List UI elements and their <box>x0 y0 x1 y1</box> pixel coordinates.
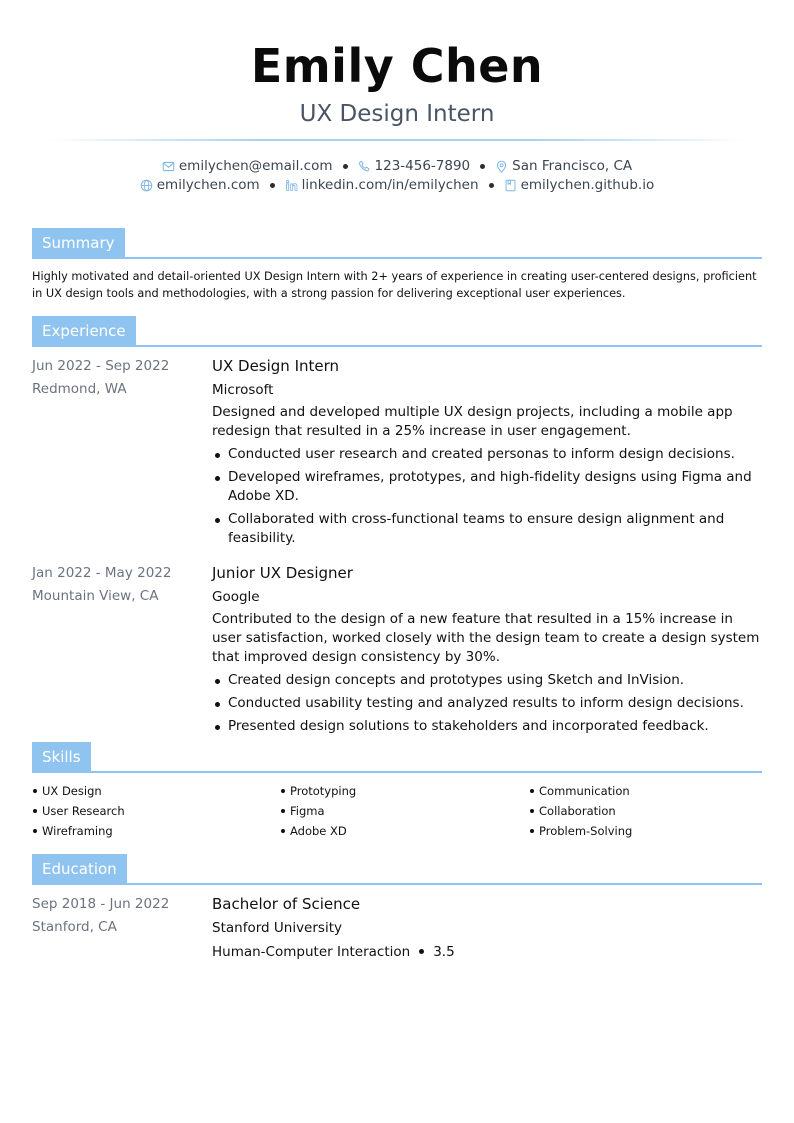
education-entry <box>32 893 762 964</box>
contact-row-2 <box>0 176 794 195</box>
header-divider <box>47 139 747 141</box>
location-pin-icon <box>495 160 508 173</box>
phone-contact[interactable] <box>358 157 471 176</box>
entry-meta <box>32 562 212 740</box>
linkedin-contact[interactable] <box>285 176 479 195</box>
education-heading-bar <box>32 854 762 886</box>
separator-dot <box>480 164 485 169</box>
section-heading: Education <box>32 854 127 885</box>
separator-dot <box>419 949 424 954</box>
website-text: emilychen.com <box>156 177 260 193</box>
skill-item: Problem-Solving <box>529 821 762 841</box>
achievement-list <box>212 445 762 548</box>
mail-icon <box>162 160 175 173</box>
separator-dot <box>343 164 348 169</box>
entry-dates: Jan 2022 - May 2022 <box>32 565 172 581</box>
list-item: Conducted user research and created personas to inform design decisions. <box>212 445 762 464</box>
job-title: Junior UX Designer <box>212 564 353 582</box>
gpa-value: 3.5 <box>433 944 455 960</box>
location-contact <box>495 157 632 176</box>
experience-section <box>32 316 762 740</box>
summary-section <box>32 228 762 302</box>
entry-details <box>212 355 762 552</box>
skill-item: Prototyping <box>280 781 529 801</box>
linkedin-text: linkedin.com/in/emilychen <box>301 177 479 193</box>
entry-details <box>212 893 762 964</box>
section-rule <box>32 345 762 347</box>
list-item: Developed wireframes, prototypes, and high-fidelity designs using Figma and Adobe XD. <box>212 468 762 506</box>
resume-header <box>0 0 794 195</box>
linkedin-icon <box>285 179 298 192</box>
separator-dot <box>489 183 494 188</box>
job-description: Designed and developed multiple UX design projects, including a mobile app redesign that resulted in a 25% increase in user engagement. <box>212 404 733 439</box>
entry-details <box>212 562 762 740</box>
list-item: Presented design solutions to stakeholders and incorporated feedback. <box>212 717 762 736</box>
portfolio-text: emilychen.github.io <box>520 177 655 193</box>
list-item: Conducted usability testing and analyzed results to inform design decisions. <box>212 694 762 713</box>
job-title: UX Design Intern <box>212 357 340 375</box>
location-text: San Francisco, CA <box>512 158 633 174</box>
school-name: Stanford University <box>212 920 342 936</box>
entry-location: Stanford, CA <box>32 919 117 935</box>
entry-dates: Jun 2022 - Sep 2022 <box>32 358 170 374</box>
experience-entry <box>32 562 762 740</box>
entry-dates: Sep 2018 - Jun 2022 <box>32 896 170 912</box>
section-rule <box>32 771 762 773</box>
entry-meta <box>32 893 212 964</box>
portfolio-contact[interactable] <box>504 176 655 195</box>
skill-item: Collaboration <box>529 801 762 821</box>
candidate-name: Emily Chen <box>250 39 544 93</box>
field-of-study: Human-Computer Interaction <box>212 944 411 960</box>
job-description: Contributed to the design of a new feature that resulted in a 15% increase in user satisfaction, worked closely with the design team to create a design system that improved design consistency by 30%. <box>212 611 760 665</box>
phone-icon <box>358 160 371 173</box>
list-item: Collaborated with cross-functional teams to ensure design alignment and feasibility. <box>212 510 762 548</box>
globe-icon <box>140 179 153 192</box>
section-heading: Skills <box>32 742 91 773</box>
skills-grid <box>32 781 762 841</box>
skill-item: UX Design <box>32 781 280 801</box>
phone-text: 123-456-7890 <box>374 158 471 174</box>
summary-text: Highly motivated and detail-oriented UX Design Intern with 2+ years of experience in creating user-centered designs, proficient in UX design tools and methodologies, with a strong passion for delivering exceptional user experiences. <box>32 270 757 300</box>
portfolio-icon <box>504 179 517 192</box>
skill-item: Adobe XD <box>280 821 529 841</box>
skill-item: User Research <box>32 801 280 821</box>
website-contact[interactable] <box>140 176 260 195</box>
company-name: Microsoft <box>212 382 274 398</box>
section-heading: Experience <box>32 316 136 347</box>
education-section <box>32 854 762 964</box>
section-heading: Summary <box>32 228 125 259</box>
skills-heading-bar <box>32 742 762 774</box>
section-rule <box>32 257 762 259</box>
degree-title: Bachelor of Science <box>212 895 361 913</box>
summary-heading-bar <box>32 228 762 260</box>
experience-heading-bar <box>32 316 762 348</box>
list-item: Created design concepts and prototypes using Sketch and InVision. <box>212 671 762 690</box>
skill-item: Figma <box>280 801 529 821</box>
email-text: emilychen@email.com <box>178 158 333 174</box>
separator-dot <box>270 183 275 188</box>
contact-row-1 <box>0 157 794 176</box>
email-contact[interactable] <box>162 157 333 176</box>
contact-info <box>0 157 794 195</box>
entry-location: Mountain View, CA <box>32 588 159 604</box>
candidate-title: UX Design Intern <box>299 101 495 127</box>
experience-entry <box>32 355 762 552</box>
skill-item: Communication <box>529 781 762 801</box>
section-rule <box>32 883 762 885</box>
achievement-list <box>212 671 762 736</box>
skills-section <box>32 742 762 841</box>
skill-item: Wireframing <box>32 821 280 841</box>
entry-meta <box>32 355 212 552</box>
entry-location: Redmond, WA <box>32 381 127 397</box>
field-and-gpa <box>212 941 762 964</box>
company-name: Google <box>212 589 260 605</box>
